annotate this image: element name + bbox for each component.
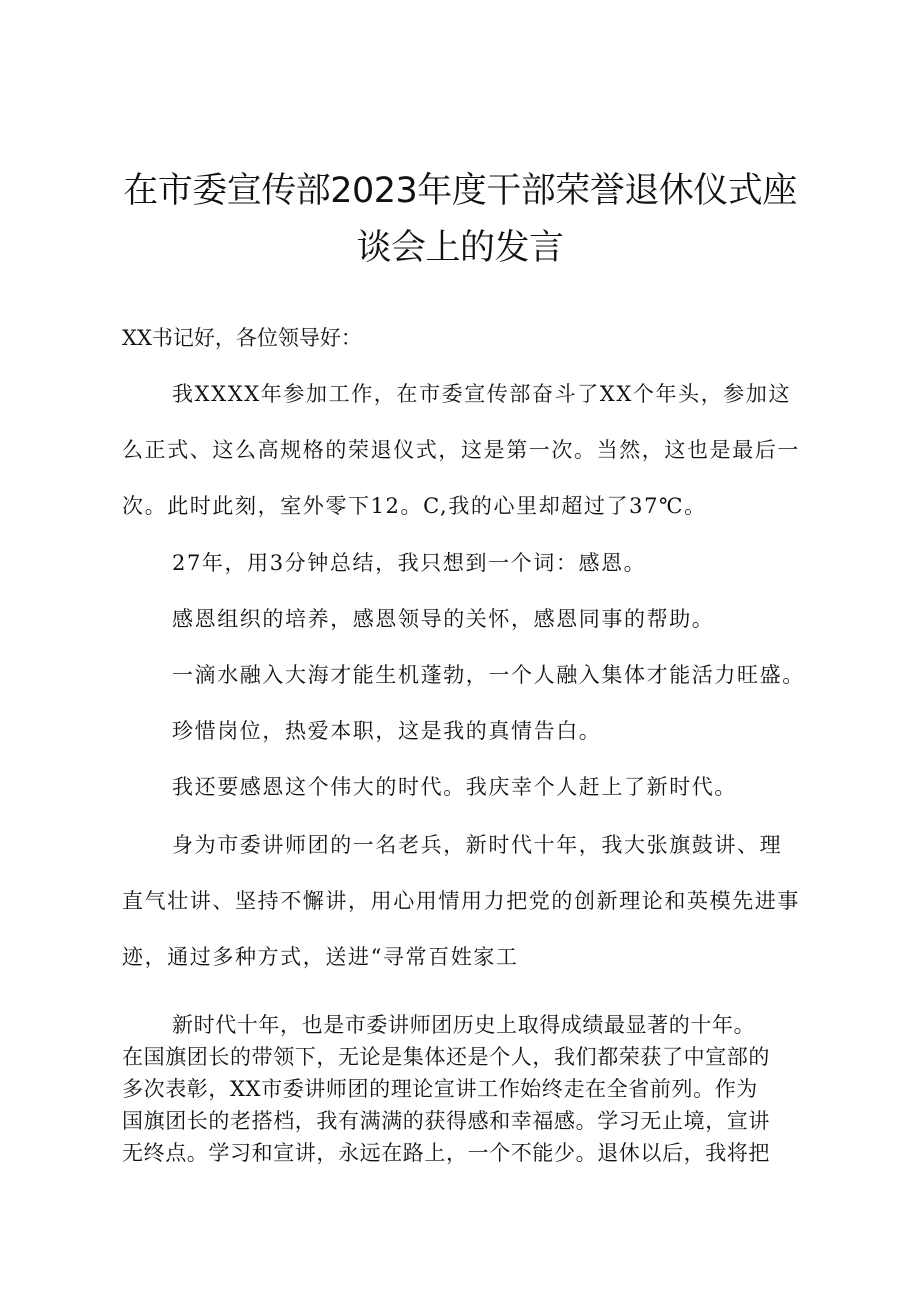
paragraph-1-line-2: 么正式、这么高规格的荣退仪式，这是第一次。当然，这也是最后一 [122, 438, 800, 462]
greeting: XX书记好，各位领导好： [122, 326, 362, 350]
paragraph-3: 感恩组织的培养，感恩领导的关怀，感恩同事的帮助。 [172, 607, 715, 631]
paragraph-8-line-2: 在国旗团长的带领下，无论是集体还是个人，我们都荣获了中宣部的 [122, 1045, 770, 1069]
paragraph-7-line-3: 迹，通过多种方式，送进“寻常百姓家工 [122, 945, 519, 969]
paragraph-8-line-5: 无终点。学习和宣讲，永远在路上，一个不能少。退休以后，我将把 [122, 1141, 770, 1165]
paragraph-1-line-1: 我XXXX年参加工作，在市委宣传部奋斗了XX个年头，参加这 [172, 382, 792, 406]
document-title-line-1: 在市委宣传部2023年度干部荣誉退休仪式座 [123, 171, 797, 211]
paragraph-8-line-4: 国旗团长的老搭档，我有满满的获得感和幸福感。学习无止境，宣讲 [122, 1109, 770, 1133]
document-title-line-2: 谈会上的发言 [356, 228, 564, 268]
paragraph-7-line-1: 身为市委讲师团的一名老兵，新时代十年，我大张旗鼓讲、理 [172, 833, 783, 857]
paragraph-1-line-3: 次。此时此刻，室外零下12。C,我的心里却超过了37℃。 [122, 494, 707, 518]
paragraph-4: 一滴水融入大海才能生机蓬勃，一个人融入集体才能活力旺盛。 [172, 663, 805, 687]
paragraph-8-line-1: 新时代十年，也是市委讲师团历史上取得成绩最显著的十年。 [172, 1013, 756, 1037]
paragraph-8-line-3: 多次表彰，XX市委讲师团的理论宣讲工作始终走在全省前列。作为 [122, 1077, 758, 1101]
paragraph-5: 珍惜岗位，热爱本职，这是我的真情告白。 [172, 719, 602, 743]
paragraph-2: 27年，用3分钟总结，我只想到一个词：感恩。 [172, 551, 647, 575]
paragraph-7-line-2: 直气壮讲、坚持不懈讲，用心用情用力把党的创新理论和英模先进事 [122, 889, 800, 913]
paragraph-6: 我还要感恩这个伟大的时代。我庆幸个人赶上了新时代。 [172, 775, 737, 799]
